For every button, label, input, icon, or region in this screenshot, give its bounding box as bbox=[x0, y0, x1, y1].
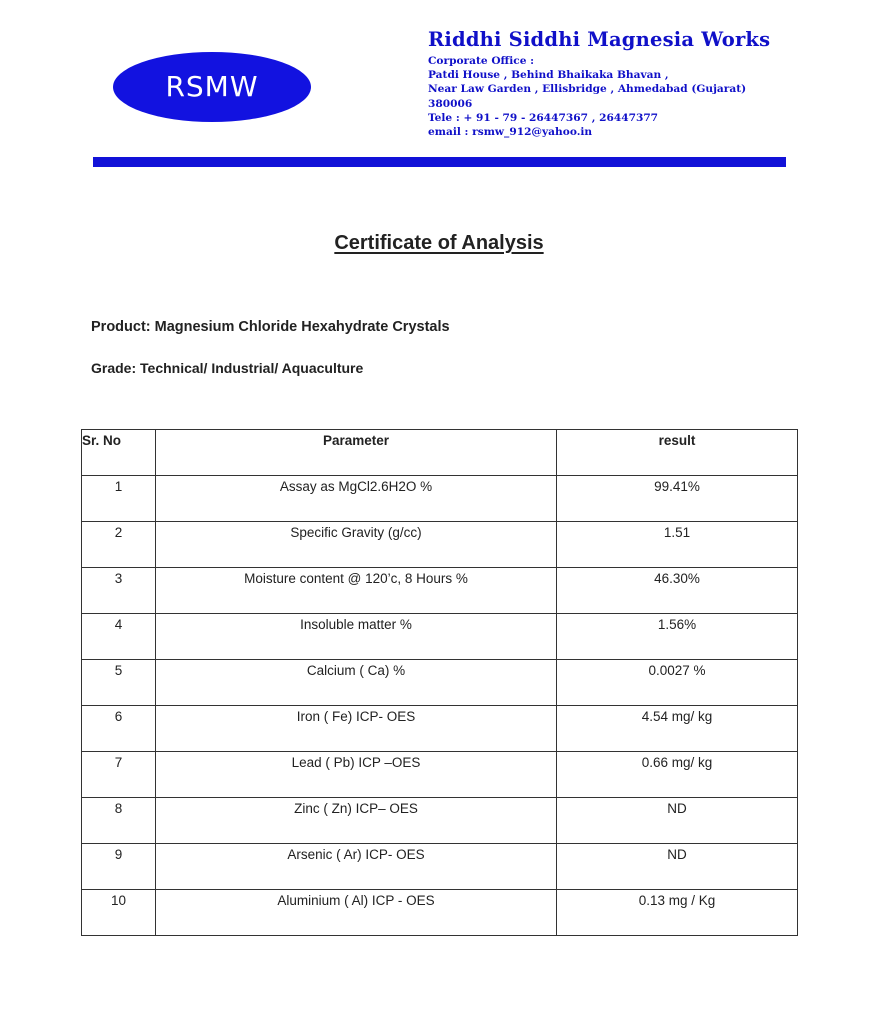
office-address bbox=[428, 54, 858, 139]
cell-parameter: Aluminium ( Al) ICP - OES bbox=[156, 890, 557, 936]
postal-code: 380006 bbox=[428, 97, 473, 110]
table-row bbox=[82, 614, 798, 660]
company-name: Riddhi Siddhi Magnesia Works bbox=[428, 28, 771, 51]
table-row bbox=[82, 752, 798, 798]
cell-parameter: Moisture content @ 120’c, 8 Hours % bbox=[156, 568, 557, 614]
header-parameter: Parameter bbox=[156, 430, 557, 476]
header-sr-no: Sr. No bbox=[82, 430, 156, 476]
logo-text: RSMW bbox=[165, 70, 259, 103]
table-row bbox=[82, 568, 798, 614]
analysis-table bbox=[81, 429, 798, 936]
cell-result: 46.30% bbox=[557, 568, 798, 614]
cell-sr-no: 7 bbox=[82, 752, 156, 798]
cell-result: 0.66 mg/ kg bbox=[557, 752, 798, 798]
cell-parameter: Lead ( Pb) ICP –OES bbox=[156, 752, 557, 798]
table-row bbox=[82, 798, 798, 844]
company-logo bbox=[113, 52, 311, 122]
header-divider bbox=[93, 157, 786, 167]
table-row bbox=[82, 660, 798, 706]
cell-parameter: Calcium ( Ca) % bbox=[156, 660, 557, 706]
cell-result: 1.56% bbox=[557, 614, 798, 660]
table-row bbox=[82, 476, 798, 522]
document-title-text: Certificate of Analysis bbox=[334, 232, 544, 254]
company-info bbox=[428, 28, 858, 139]
cell-result: 0.0027 % bbox=[557, 660, 798, 706]
cell-sr-no: 10 bbox=[82, 890, 156, 936]
cell-sr-no: 9 bbox=[82, 844, 156, 890]
cell-parameter: Specific Gravity (g/cc) bbox=[156, 522, 557, 568]
cell-sr-no: 3 bbox=[82, 568, 156, 614]
cell-parameter: Assay as MgCl2.6H2O % bbox=[156, 476, 557, 522]
document-title bbox=[0, 232, 878, 255]
cell-parameter: Zinc ( Zn) ICP– OES bbox=[156, 798, 557, 844]
cell-parameter: Iron ( Fe) ICP- OES bbox=[156, 706, 557, 752]
product-line: Product: Magnesium Chloride Hexahydrate Crystals bbox=[91, 319, 450, 335]
cell-sr-no: 1 bbox=[82, 476, 156, 522]
cell-parameter: Insoluble matter % bbox=[156, 614, 557, 660]
address-line-2: Near Law Garden , Ellisbridge , Ahmedabad (Gujarat) bbox=[428, 83, 747, 96]
grade-line: Grade: Technical/ Industrial/ Aquaculture bbox=[91, 360, 364, 376]
address-line-1: Patdi House , Behind Bhaikaka Bhavan , bbox=[428, 69, 669, 82]
table-row bbox=[82, 890, 798, 936]
cell-result: 99.41% bbox=[557, 476, 798, 522]
cell-parameter: Arsenic ( Ar) ICP- OES bbox=[156, 844, 557, 890]
email: email : rsmw_912@yahoo.in bbox=[428, 126, 593, 139]
cell-result: 1.51 bbox=[557, 522, 798, 568]
cell-result: 4.54 mg/ kg bbox=[557, 706, 798, 752]
table-row bbox=[82, 706, 798, 752]
telephone: Tele : + 91 - 79 - 26447367 , 26447377 bbox=[428, 111, 659, 124]
cell-sr-no: 2 bbox=[82, 522, 156, 568]
table-row bbox=[82, 844, 798, 890]
cell-result: ND bbox=[557, 844, 798, 890]
table-header-row bbox=[82, 430, 798, 476]
cell-sr-no: 5 bbox=[82, 660, 156, 706]
office-label: Corporate Office : bbox=[428, 55, 535, 67]
cell-result: 0.13 mg / Kg bbox=[557, 890, 798, 936]
cell-sr-no: 6 bbox=[82, 706, 156, 752]
header-result: result bbox=[557, 430, 798, 476]
cell-result: ND bbox=[557, 798, 798, 844]
cell-sr-no: 8 bbox=[82, 798, 156, 844]
cell-sr-no: 4 bbox=[82, 614, 156, 660]
table-row bbox=[82, 522, 798, 568]
